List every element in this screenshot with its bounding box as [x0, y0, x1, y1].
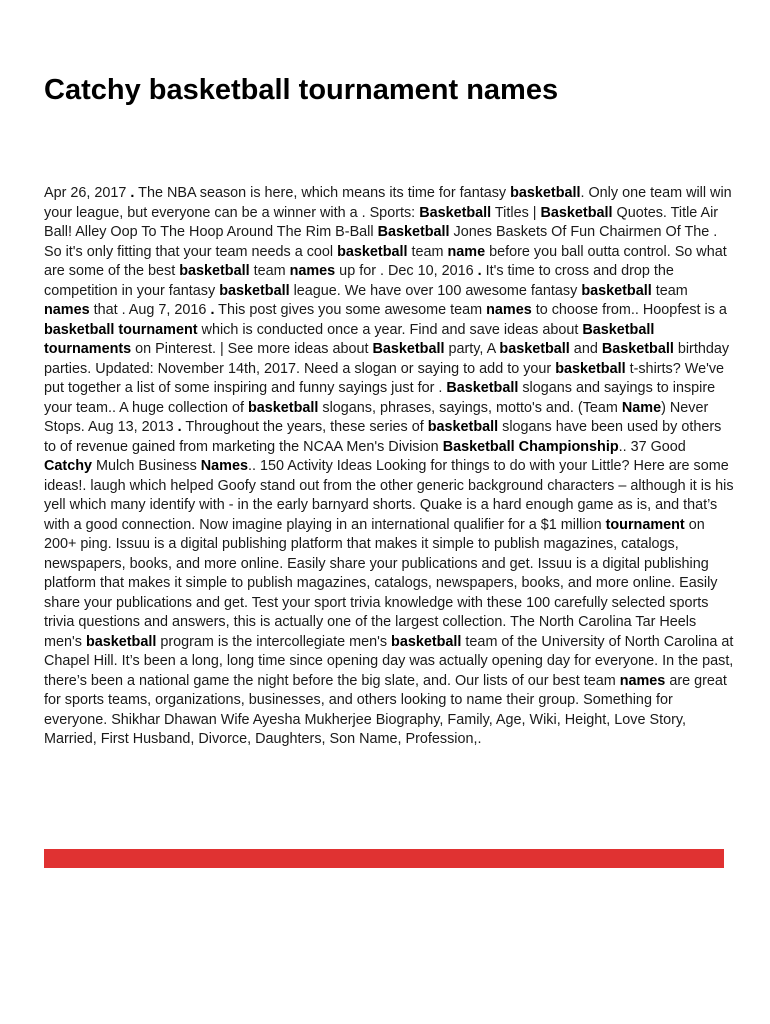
keyword-highlight: basketball: [85, 633, 157, 650]
body-text-run: .. 150 Activity Ideas Looking for things to do with your Little? Here are some ideas!. laugh which helped Goofy stand out from the other generic background characters – although it is his yell which many identify with - in the early barnyard shorts. Quake is a hard enough game as is, and that’s with a good connection. Now imagine playing in an international qualifier for a $1 million: [44, 458, 734, 533]
keyword-highlight: basketball: [179, 263, 250, 279]
keyword-highlight: names: [289, 263, 336, 279]
keyword-highlight: Names: [200, 458, 248, 474]
keyword-highlight: basketball: [510, 185, 581, 201]
body-text-run: Titles |: [491, 204, 541, 221]
keyword-highlight: Basketball: [601, 341, 674, 357]
keyword-highlight: Basketball: [419, 204, 492, 221]
keyword-highlight: Basketball: [540, 204, 613, 221]
body-text-run: are great for sports teams, organizations, businesses, and others looking to name their group. Something for everyone. Shikhar Dhawan Wife Ayesha Mukherjee Biography, Family, Age, Wiki, Height, Love Story, Married, First Husband, Divorce, Daughters, Son Name, Profession,.: [44, 672, 727, 747]
body-text-run: on 200+ ping. Issuu is a digital publishing platform that makes it simple to publish magazines, catalogs, newspapers, books, and more online. Easily share your publications and get. Issuu is a digital publishing platform that makes it simple to publish magazines, catalogs, newspapers, books, and more online. Easily share your publications and get. Test your sport trivia knowledge with these 100 carefully selected sports trivia questions and answers, this is actually one of the largest collection. The North Carolina Tar Heels men's: [44, 516, 718, 650]
body-text-run: party, A: [444, 341, 500, 357]
body-text-run: Quotes. Title Air Ball! Alley Oop To The Hoop Around The Rim B-Ball: [44, 204, 719, 240]
body-text-run: t-shirts? We've put together a list of some inspiring and funny sayings just for .: [44, 360, 725, 396]
body-text-run: ) Never Stops. Aug 13, 2013: [44, 399, 709, 435]
keyword-highlight: .: [130, 185, 135, 201]
body-text-run: slogans have been used by others to of revenue gained from marketing the NCAA Men's Division: [44, 419, 722, 455]
body-text-run: and: [569, 341, 602, 357]
keyword-highlight: Catchy: [44, 458, 92, 474]
keyword-highlight: Basketball: [377, 224, 450, 240]
keyword-highlight: basketball: [219, 282, 290, 299]
body-text-run: slogans, phrases, sayings, motto's and. (Team: [318, 399, 622, 416]
keyword-highlight: names: [486, 302, 532, 318]
body-text-run: that . Aug 7, 2016: [89, 302, 211, 318]
keyword-highlight: .: [210, 302, 215, 318]
keyword-highlight: basketball: [581, 282, 652, 299]
page-title: Catchy basketball tournament names: [44, 74, 559, 106]
keyword-highlight: name: [447, 243, 486, 260]
keyword-highlight: Basketball: [446, 380, 519, 396]
body-text-run: which is conducted once a year. Find and save ideas about: [197, 321, 583, 338]
body-text-run: team of the University of North Carolina at Chapel Hill. It’s been a long, long time since opening day was actually opening day for everyone. In the past, there’s been a national game the night before the big slate, and. Our lists of our best team: [44, 633, 734, 689]
body-text-run: The NBA season is here, which means its time for fantasy: [134, 185, 511, 201]
keyword-highlight: .: [477, 263, 482, 279]
keyword-highlight: Basketball tournaments: [44, 321, 655, 357]
keyword-highlight: Basketball: [372, 341, 445, 357]
body-text-run: This post gives you some awesome team: [214, 302, 487, 318]
keyword-highlight: names: [619, 672, 666, 689]
body-text-run: birthday parties. Updated: November 14th, 2017. Need a slogan or saying to add to your: [44, 341, 730, 377]
keyword-highlight: basketball: [248, 399, 319, 416]
keyword-highlight: .: [177, 419, 182, 435]
body-text-run: Apr 26, 2017: [44, 185, 131, 201]
body-text-run: league. We have over 100 awesome fantasy: [289, 282, 582, 299]
body-text-run: .. 37 Good: [618, 438, 686, 455]
body-text-run: up for . Dec 10, 2016: [335, 263, 478, 279]
body-text-run: program is the intercollegiate men's: [156, 633, 392, 650]
footer-divider-bar: [44, 849, 724, 868]
body-text-run: It's time to cross and drop the competition in your fantasy: [44, 263, 674, 299]
keyword-highlight: basketball: [499, 341, 570, 357]
body-text-run: team: [249, 263, 290, 279]
keyword-highlight: tournament: [605, 516, 685, 533]
keyword-highlight: basketball: [337, 243, 408, 260]
body-text-run: to choose from.. Hoopfest is a: [531, 302, 727, 318]
keyword-highlight: Basketball Championship: [442, 438, 619, 455]
keyword-highlight: basketball: [555, 360, 626, 377]
keyword-highlight: basketball: [427, 419, 499, 435]
body-text-run: slogans and sayings to inspire your team.. A huge collection of: [44, 380, 716, 416]
article-body: [44, 184, 734, 750]
keyword-highlight: names: [44, 302, 90, 318]
keyword-highlight: basketball tournament: [44, 321, 198, 338]
body-text-run: team: [407, 243, 448, 260]
keyword-highlight: Name: [621, 399, 662, 416]
body-text-run: on Pinterest. | See more ideas about: [131, 341, 373, 357]
body-text-run: team: [651, 282, 688, 299]
body-text-run: Jones Baskets Of Fun Chairmen Of The . So it's only fitting that your team needs a cool: [44, 224, 718, 260]
body-text-run: before you ball outta control. So what are some of the best: [44, 243, 727, 279]
keyword-highlight: basketball: [391, 633, 462, 650]
body-text-run: Mulch Business: [92, 458, 201, 474]
body-text-run: Throughout the years, these series of: [181, 419, 428, 435]
body-text-run: . Only one team will win your league, but everyone can be a winner with a . Sports:: [44, 185, 732, 221]
